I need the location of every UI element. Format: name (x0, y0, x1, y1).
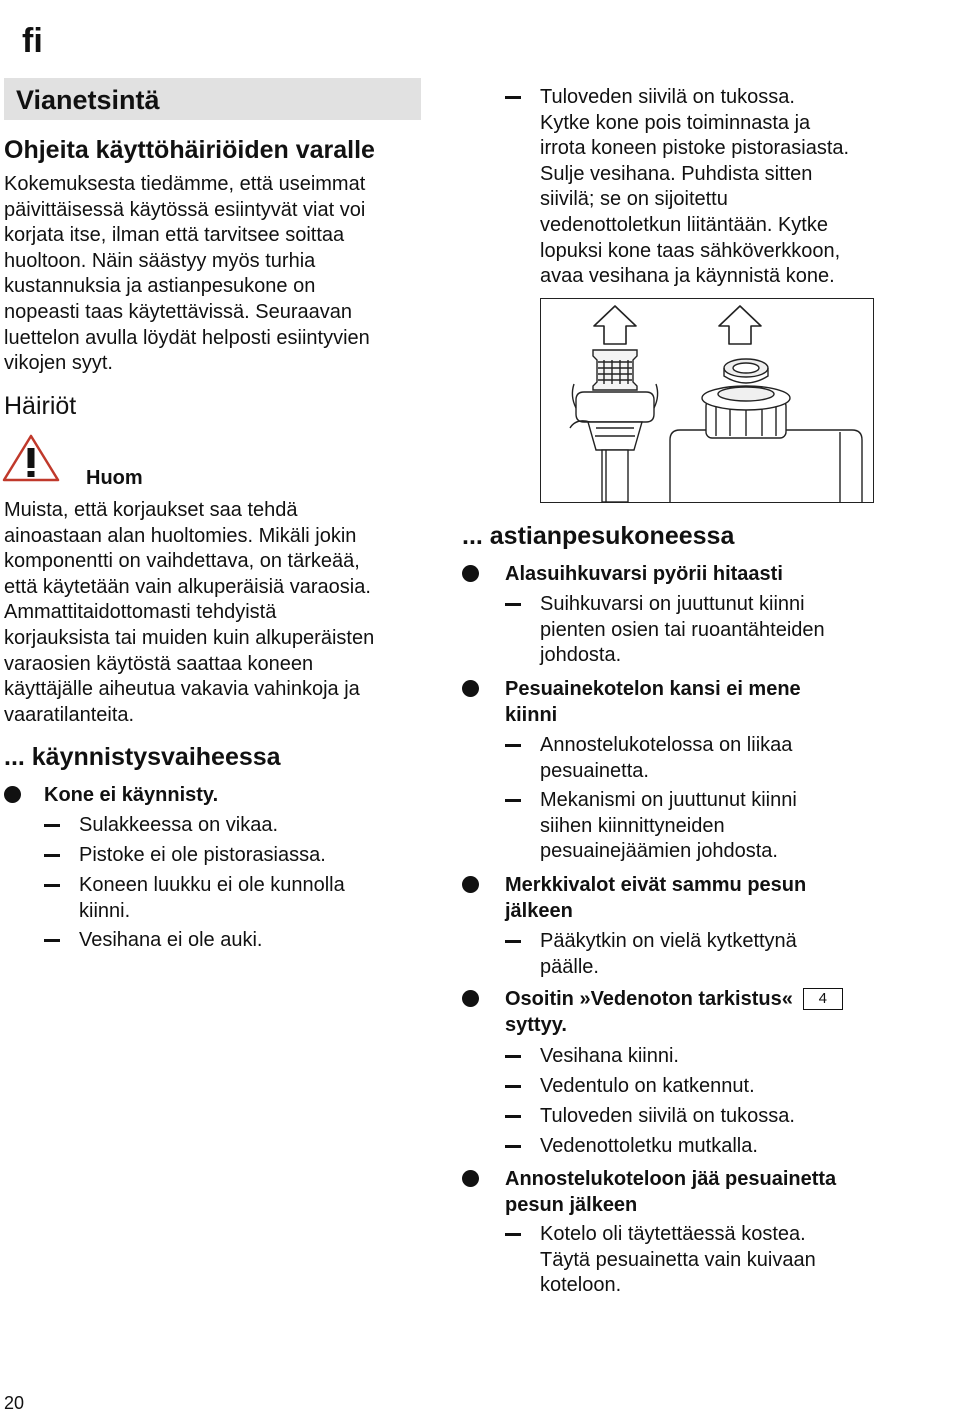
bullet-dot (462, 565, 479, 582)
filter-line: Tuloveden siivilä on tukossa. (540, 86, 795, 108)
startup-heading: ... käynnistysvaiheessa (4, 743, 281, 771)
dash-marker (505, 1145, 521, 1148)
cause-item (540, 1104, 795, 1130)
cause-line: Annostelukotelossa on liikaa (540, 734, 793, 756)
inlet-filter-illustration (540, 298, 874, 503)
intro-line: vikojen syyt. (4, 352, 113, 375)
fault-title-line: pesun jälkeen (505, 1193, 638, 1216)
cause-line: pesuainejäämien johdosta. (540, 840, 778, 863)
dash-marker (505, 1115, 521, 1118)
cause-line: Kotelo oli täytettäessä kostea. (540, 1223, 806, 1245)
warning-line: komponentti on vaihdettava, on tärkeää, (4, 550, 360, 573)
cause-item (79, 873, 345, 924)
dash-marker (44, 854, 60, 857)
cause-line: pienten osien tai ruoantähteiden (540, 618, 825, 641)
cause-item (540, 788, 797, 865)
cause-line: johdosta. (540, 644, 622, 667)
fault-title (505, 987, 843, 1038)
intro-line: huoltoon. Näin säästyy myös turhia (4, 249, 316, 272)
fault-title (505, 677, 801, 728)
dash-marker (505, 1055, 521, 1058)
startup-fault-title: Kone ei käynnisty. (44, 784, 219, 806)
intro-paragraph (4, 172, 370, 377)
cause-line: Vesihana ei ole auki. (79, 929, 263, 951)
section-title: Vianetsintä (4, 78, 421, 120)
bullet-dot (4, 786, 21, 803)
warning-text (4, 498, 374, 728)
cause-line: Pääkytkin on vielä kytkettynä (540, 930, 797, 952)
fault-title (505, 562, 783, 588)
cause-line: kiinni. (79, 899, 131, 922)
filter-line: avaa vesihana ja käynnistä kone. (540, 265, 835, 288)
cause-line: Vesihana kiinni. (540, 1045, 679, 1067)
cause-item (540, 733, 792, 784)
fault-title-line: jälkeen (505, 899, 573, 922)
cause-item (79, 928, 262, 954)
intro-line: luettelon avulla löydät helposti esiintyvien (4, 326, 370, 349)
cause-line: Suihkuvarsi on juuttunut kiinni (540, 593, 805, 615)
cause-item (540, 1222, 816, 1299)
intro-line: kustannuksia ja astianpesukone on (4, 275, 316, 298)
warning-triangle-icon (2, 433, 60, 483)
dash-marker (505, 1233, 521, 1236)
fault-title-line: Pesuainekotelon kansi ei mene (505, 678, 801, 700)
warning-line: Ammattitaidottomasti tehdyistä (4, 601, 277, 624)
troubleshooting-heading: Ohjeita käyttöhäiriöiden varalle (4, 136, 375, 164)
cause-line: Mekanismi on juuttunut kiinni (540, 789, 797, 811)
fault-title-line: syttyy. (505, 1013, 567, 1036)
cause-line: Vedentulo on katkennut. (540, 1075, 755, 1097)
dishwasher-heading: ... astianpesukoneessa (462, 522, 735, 550)
fault-title-line: Alasuihkuvarsi pyörii hitaasti (505, 563, 783, 585)
cause-line: koteloon. (540, 1274, 622, 1297)
dash-marker (44, 939, 60, 942)
dash-marker (505, 744, 521, 747)
cause-line: Koneen luukku ei ole kunnolla (79, 874, 345, 896)
intro-line: korjata itse, ilman että tarvitsee soittaa (4, 224, 345, 247)
fault-title-line: Annostelukoteloon jää pesuainetta (505, 1168, 837, 1190)
fault-title (505, 873, 806, 924)
fault-title-line: Osoitin »Vedenoton tarkistus« (505, 988, 793, 1010)
cause-item (79, 843, 326, 869)
dash-marker (44, 884, 60, 887)
cause-item (79, 813, 278, 839)
intro-line: Kokemuksesta tiedämme, että useimmat (4, 173, 366, 195)
faults-subheading: Häiriöt (4, 392, 77, 420)
filter-line: Kytke kone pois toiminnasta ja (540, 111, 811, 134)
filter-instructions (540, 85, 849, 290)
cause-line: Vedenottoletku mutkalla. (540, 1135, 758, 1157)
language-label: fi (22, 22, 43, 60)
warning-line: Muista, että korjaukset saa tehdä (4, 499, 298, 521)
warning-label: Huom (86, 467, 143, 489)
filter-line: siivilä; se on sijoitettu (540, 188, 728, 211)
cause-line: pesuainetta. (540, 759, 649, 782)
dash-marker (505, 1085, 521, 1088)
dash-marker (505, 96, 521, 99)
dash-marker (44, 824, 60, 827)
warning-line: vaaratilanteita. (4, 703, 135, 726)
cause-line: siihen kiinnittyneiden (540, 814, 725, 837)
warning-line: käyttäjälle aiheutua vakavia vahinkoja ja (4, 678, 360, 701)
filter-line: vedenottoletkun liitäntään. Kytke (540, 213, 828, 236)
cause-item (540, 1134, 758, 1160)
cause-line: Täytä pesuainetta vain kuivaan (540, 1248, 816, 1271)
intro-line: nopeasti taas käytettävissä. Seuraavan (4, 300, 352, 323)
cause-line: päälle. (540, 955, 599, 978)
warning-line: korjauksista tai muiden kuin alkuperäisten (4, 626, 375, 649)
cause-item (540, 592, 825, 669)
cause-item (540, 929, 797, 980)
bullet-dot (462, 876, 479, 893)
indicator-reference-box: 4 (803, 988, 843, 1010)
bullet-dot (462, 680, 479, 697)
cause-line: Pistoke ei ole pistorasiassa. (79, 844, 326, 866)
warning-line: ainoastaan alan huoltomies. Mikäli jokin (4, 524, 357, 547)
fault-title-line: kiinni (505, 703, 558, 726)
cause-item (540, 1044, 679, 1070)
cause-item (540, 1074, 755, 1100)
warning-line: varaosien käytöstä saattaa koneen (4, 652, 314, 675)
dash-marker (505, 940, 521, 943)
filter-line: lopuksi kone taas sähköverkkoon, (540, 239, 841, 262)
intro-line: päivittäisessä käytössä esiintyvät viat voi (4, 198, 366, 221)
filter-line: Sulje vesihana. Puhdista sitten (540, 162, 813, 185)
cause-line: Sulakkeessa on vikaa. (79, 814, 279, 836)
fault-title-line: Merkkivalot eivät sammu pesun (505, 874, 807, 896)
warning-line: että käytetään vain alkuperäisiä varaosia. (4, 575, 371, 598)
bullet-dot (462, 1170, 479, 1187)
fault-title (505, 1167, 836, 1218)
page-number: 20 (4, 1393, 25, 1413)
dash-marker (505, 799, 521, 802)
bullet-dot (462, 990, 479, 1007)
cause-line: Tuloveden siivilä on tukossa. (540, 1105, 795, 1127)
filter-line: irrota koneen pistoke pistorasiasta. (540, 137, 850, 160)
dash-marker (505, 603, 521, 606)
